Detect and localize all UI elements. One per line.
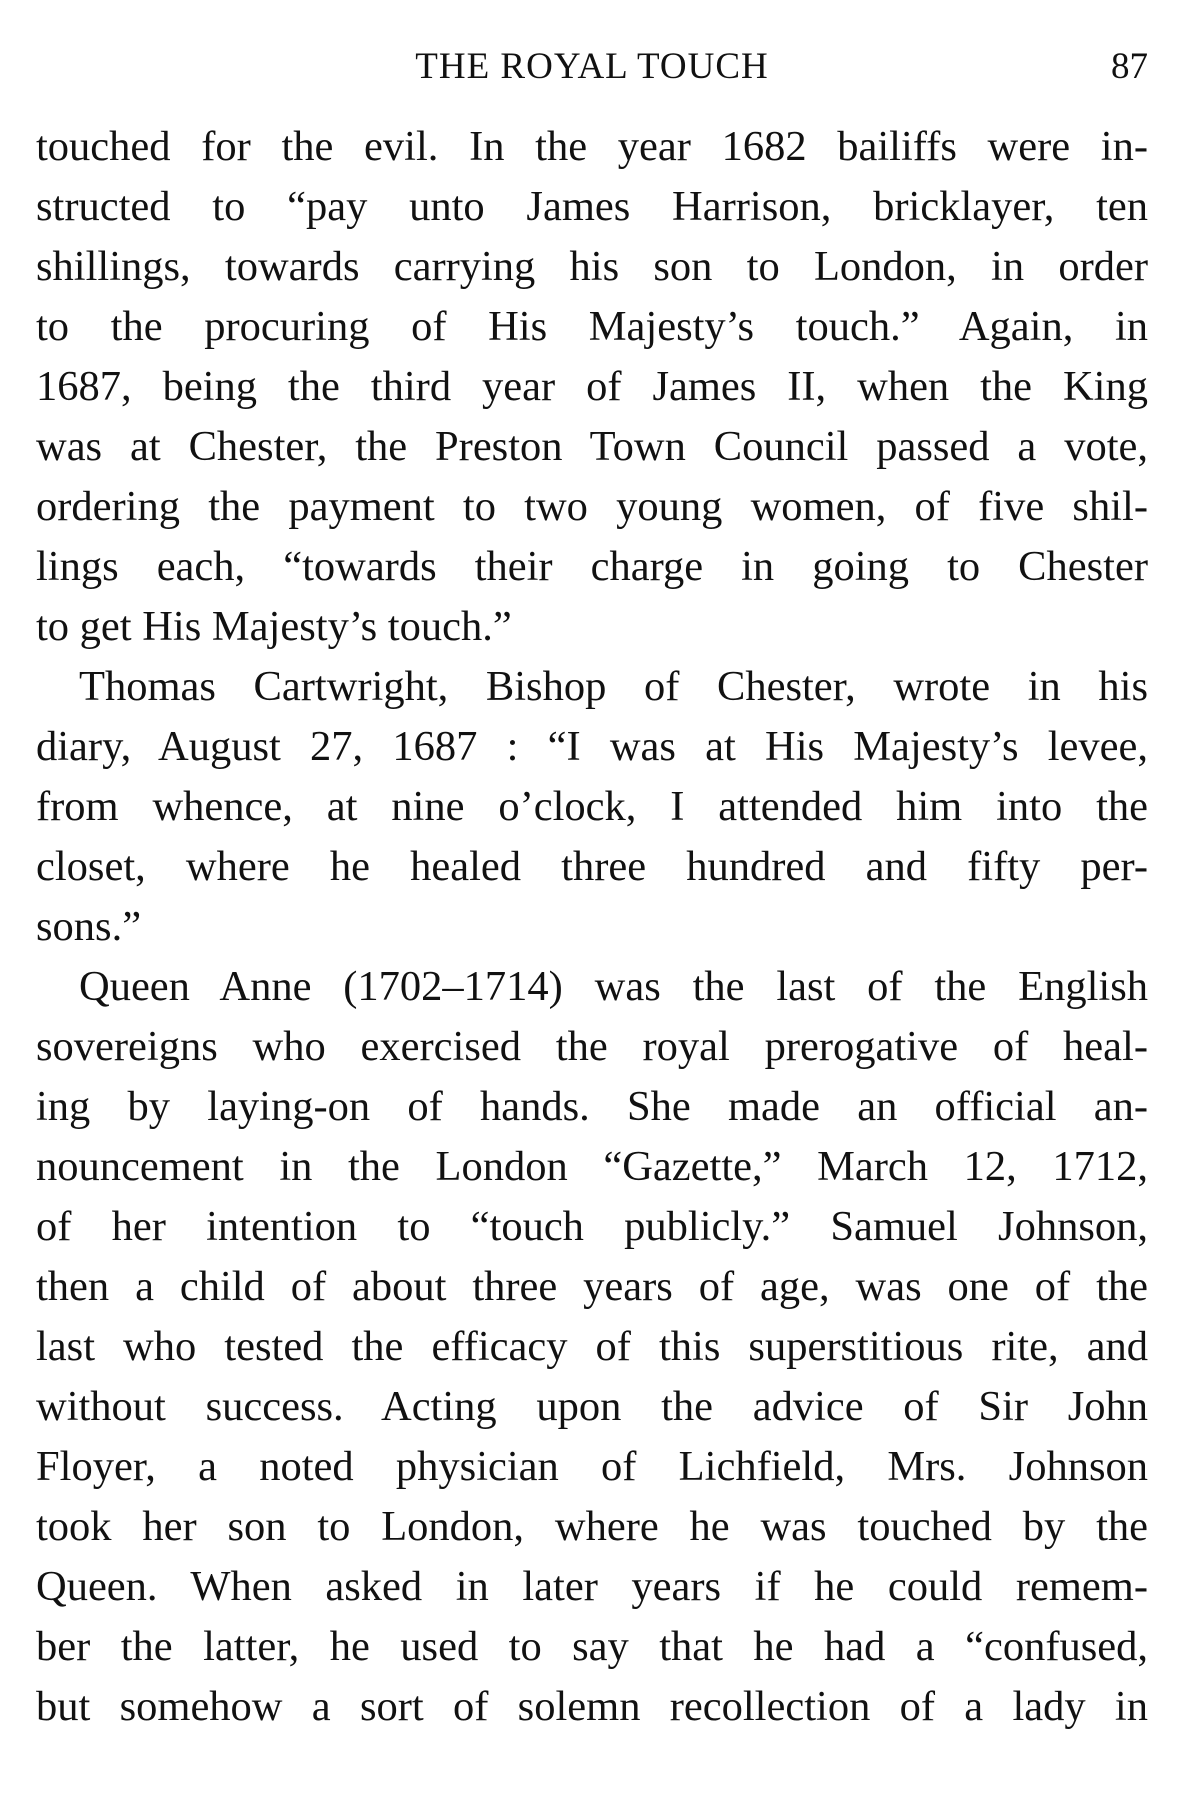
paragraph-first-line: Queen Anne (1702–1714) was the last of the English [79,963,1148,1010]
text-line: to the procuring of His Majesty’s touch.” Again, in [36,303,1148,350]
text-line: from whence, at nine o’clock, I attended him into the [36,783,1148,830]
text-line: then a child of about three years of age, was one of the [36,1263,1148,1310]
text-line: shillings, towards carrying his son to London, in order [36,243,1148,290]
text-line: ordering the payment to two young women, of five shil- [36,483,1148,530]
text-line: touched for the evil. In the year 1682 bailiffs were in- [36,123,1148,170]
text-line: but somehow a sort of solemn recollection of a lady in [36,1683,1148,1730]
text-line: was at Chester, the Preston Town Council passed a vote, [36,423,1148,470]
text-line: sons.” [36,903,142,950]
body-text [36,117,1148,1737]
running-head [36,42,1148,92]
text-line: nouncement in the London “Gazette,” March 12, 1712, [36,1143,1148,1190]
text-line: Queen. When asked in later years if he could remem- [36,1563,1148,1610]
text-line: last who tested the efficacy of this superstitious rite, and [36,1323,1148,1370]
text-line: ber the latter, he used to say that he had a “confused, [36,1623,1148,1670]
text-line: without success. Acting upon the advice of Sir John [36,1383,1148,1430]
text-line: 1687, being the third year of James II, when the King [36,363,1148,410]
text-line: lings each, “towards their charge in going to Chester [36,543,1148,590]
paragraph-first-line: Thomas Cartwright, Bishop of Chester, wrote in his [79,663,1148,710]
text-line: Floyer, a noted physician of Lichfield, Mrs. Johnson [36,1443,1148,1490]
text-line: diary, August 27, 1687 : “I was at His Majesty’s levee, [36,723,1148,770]
page-number: 87 [1111,46,1148,87]
text-line: closet, where he healed three hundred and fifty per- [36,843,1148,890]
text-line: ing by laying-on of hands. She made an official an- [36,1083,1148,1130]
running-title: THE ROYAL TOUCH [415,46,769,87]
text-line: to get His Majesty’s touch.” [36,603,512,650]
text-line: took her son to London, where he was touched by the [36,1503,1148,1550]
text-line: of her intention to “touch publicly.” Samuel Johnson, [36,1203,1148,1250]
text-line: structed to “pay unto James Harrison, bricklayer, ten [36,183,1148,230]
text-line: sovereigns who exercised the royal prerogative of heal- [36,1023,1148,1070]
